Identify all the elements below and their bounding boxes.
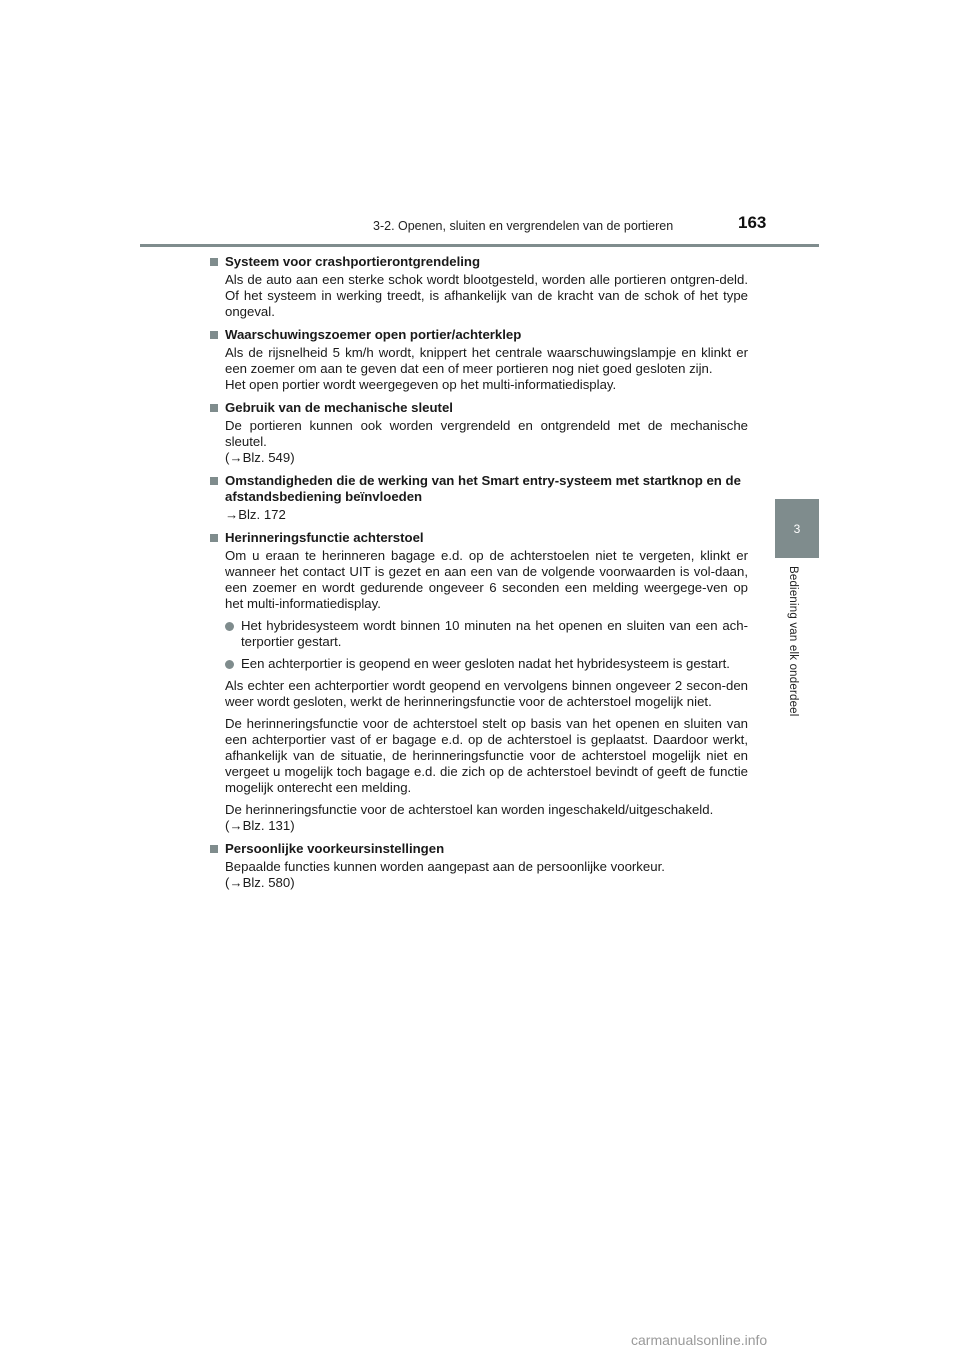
watermark: carmanualsonline.info	[631, 1332, 768, 1348]
paragraph: Als de rijsnelheid 5 km/h wordt, knippert het centrale waarschuwingslampje en klinkt er een zoemer om aan te geven dat een of meer portieren nog niet goed gesloten zijn. Het open portier wordt weergegeven op het multi-informatiedisplay.	[225, 345, 748, 392]
section	[210, 530, 748, 834]
section	[210, 400, 748, 466]
round-bullet-icon	[225, 622, 234, 631]
section-title: Herinneringsfunctie achterstoel	[210, 530, 748, 546]
section-title: Systeem voor crashportierontgrendeling	[210, 254, 748, 270]
section	[210, 254, 748, 320]
chapter-label: Bediening van elk onderdeel	[787, 566, 799, 717]
page-number: 163	[738, 213, 767, 232]
paragraph: De herinneringsfunctie voor de achterstoel stelt op basis van het openen en sluiten van een achterportier vast of er bagage e.d. op de achterstoel is geplaatst. Daardoor werkt, afhankelijk van de situatie, de herinneringsfunctie voor de achterstoel mogelijk niet en vergeet u mogelijk toch bagage e.d. die zich op de achterstoel bevindt of geeft de functie mogelijk onterecht een melding.	[225, 716, 748, 795]
list-item: Een achterportier is geopend en weer gesloten nadat het hybridesysteem is gestart.	[210, 656, 748, 672]
section	[210, 841, 748, 891]
paragraph: Als echter een achterportier wordt geopend en vervolgens binnen ongeveer 2 secon-den weer wordt gesloten, werkt de herinneringsfunctie voor de achterstoel mogelijk niet.	[225, 678, 748, 709]
section-title: Waarschuwingszoemer open portier/achterklep	[210, 327, 748, 343]
list-item: Het hybridesysteem wordt binnen 10 minuten na het openen en sluiten van een ach-terportier gestart.	[210, 618, 748, 650]
header-rule	[140, 244, 819, 247]
chapter-tab	[775, 499, 819, 558]
paragraph: Bepaalde functies kunnen worden aangepast aan de persoonlijke voorkeur. (→Blz. 580)	[225, 859, 665, 890]
paragraph: De portieren kunnen ook worden vergrendeld en ontgrendeld met de mechanische sleutel. (→Blz. 549)	[225, 418, 748, 465]
chapter-number: 3	[793, 521, 801, 536]
section-title: Gebruik van de mechanische sleutel	[210, 400, 748, 416]
section-title: Persoonlijke voorkeursinstellingen	[210, 841, 748, 857]
square-bullet-icon	[210, 845, 218, 853]
paragraph: Om u eraan te herinneren bagage e.d. op de achterstoelen niet te vergeten, klinkt er wanneer het contact UIT is gezet en aan een van de volgende voorwaarden is vol-daan, een zoemer en wordt gedurende ongeveer 6 seconden een melding weergege-ven op het multi-informatiedisplay.	[225, 548, 748, 611]
square-bullet-icon	[210, 331, 218, 339]
paragraph: →Blz. 172	[225, 507, 286, 522]
section	[210, 327, 748, 393]
square-bullet-icon	[210, 258, 218, 266]
square-bullet-icon	[210, 534, 218, 542]
main-content	[210, 254, 748, 898]
round-bullet-icon	[225, 660, 234, 669]
section-title: Omstandigheden die de werking van het Smart entry-systeem met startknop en de afstandsbediening beïnvloeden	[210, 473, 748, 505]
square-bullet-icon	[210, 477, 218, 485]
square-bullet-icon	[210, 404, 218, 412]
paragraph: De herinneringsfunctie voor de achterstoel kan worden ingeschakeld/uitgeschakeld. (→Blz. 131)	[225, 802, 714, 833]
section	[210, 473, 748, 523]
paragraph: Als de auto aan een sterke schok wordt blootgesteld, worden alle portieren ontgren-deld. Of het systeem in werking treedt, is afhankelijk van de kracht van de schok of het type ongeval.	[225, 272, 748, 319]
section-header: 3-2. Openen, sluiten en vergrendelen van de portieren	[373, 219, 674, 233]
